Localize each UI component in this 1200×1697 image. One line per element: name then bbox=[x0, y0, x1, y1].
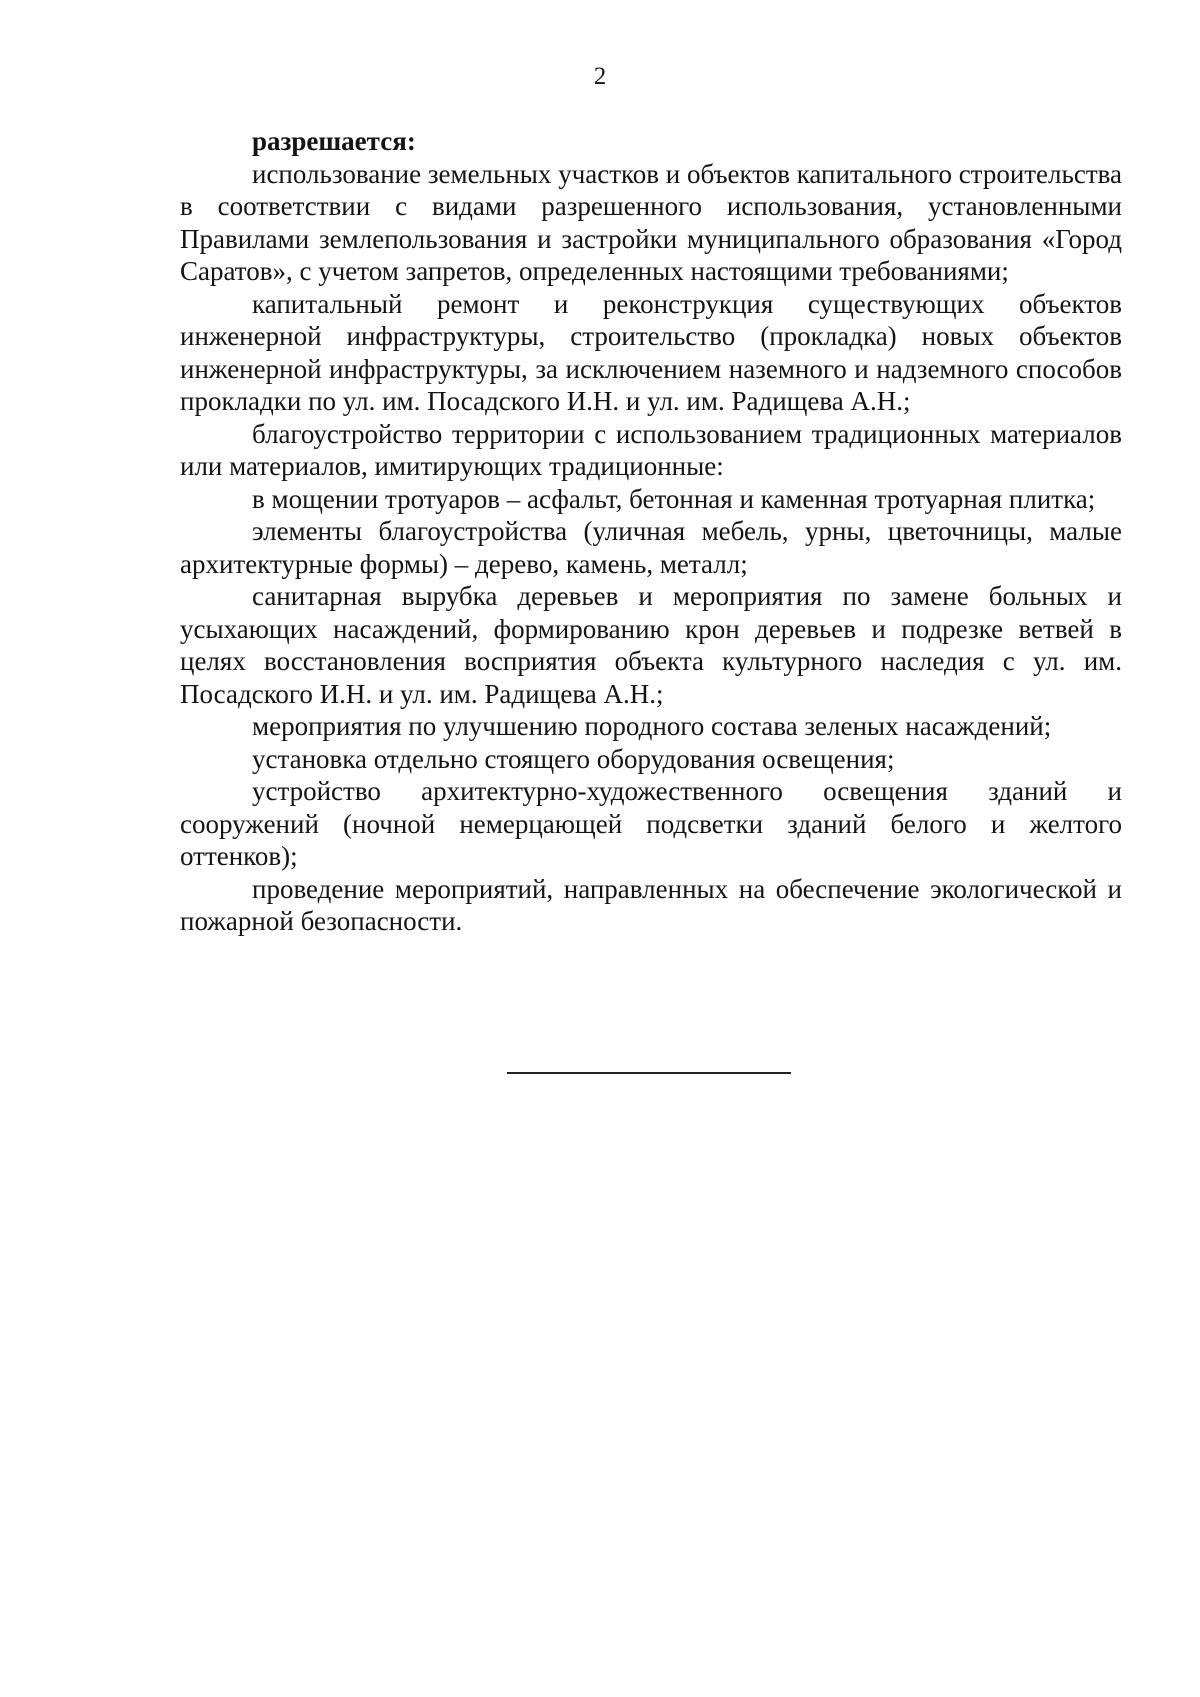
paragraph-infrastructure: капитальный ремонт и реконструкция существующих объектов инженерной инфраструктуры, строительство (прокладка) новых объектов инженерной инфраструктуры, за исключением наземного и надземного способов прокладки по ул. им. Посадского И.Н. и ул. им. Радищева А.Н.; bbox=[180, 288, 1122, 416]
paragraph-landscape-elements: элементы благоустройства (уличная мебель, урны, цветочницы, малые архитектурные формы) – дерево, камень, металл; bbox=[180, 516, 1122, 579]
paragraph-landscaping: благоустройство территории с использованием традиционных материалов или материалов, имитирующих традиционные: bbox=[180, 418, 1122, 481]
paragraph-sanitary-felling: санитарная вырубка деревьев и мероприятия по замене больных и усыхающих насаждений, формированию крон деревьев и подрезке ветвей в целях восстановления восприятия объекта культурного наследия с ул. им. Посадского И.Н. и ул. им. Радищева А.Н.; bbox=[180, 581, 1122, 709]
paragraph-architectural-lighting: устройство архитектурно-художественного освещения зданий и сооружений (ночной немерцающей подсветки зданий белого и желтого оттенков); bbox=[180, 776, 1122, 871]
end-of-document-rule bbox=[507, 1072, 791, 1074]
section-heading: разрешается: bbox=[252, 126, 416, 156]
paragraph-land-use: использование земельных участков и объектов капитального строительства в соответствии с видами разрешенного использования, установленными Правилами землепользования и застройки муниципального образования «Город Саратов», с учетом запретов, определенных настоящими требованиями; bbox=[180, 158, 1122, 286]
paragraph-safety-measures: проведение мероприятий, направленных на обеспечение экологической и пожарной безопасности. bbox=[180, 873, 1122, 936]
paragraph-sidewalk-paving: в мощении тротуаров – асфальт, бетонная и каменная тротуарная плитка; bbox=[252, 483, 1096, 514]
paragraph-lighting-equipment: установка отдельно стоящего оборудования освещения; bbox=[252, 743, 895, 774]
paragraph-green-planting: мероприятия по улучшению породного состава зеленых насаждений; bbox=[252, 711, 1052, 741]
page-number: 2 bbox=[593, 63, 607, 90]
document-body bbox=[180, 125, 1122, 938]
